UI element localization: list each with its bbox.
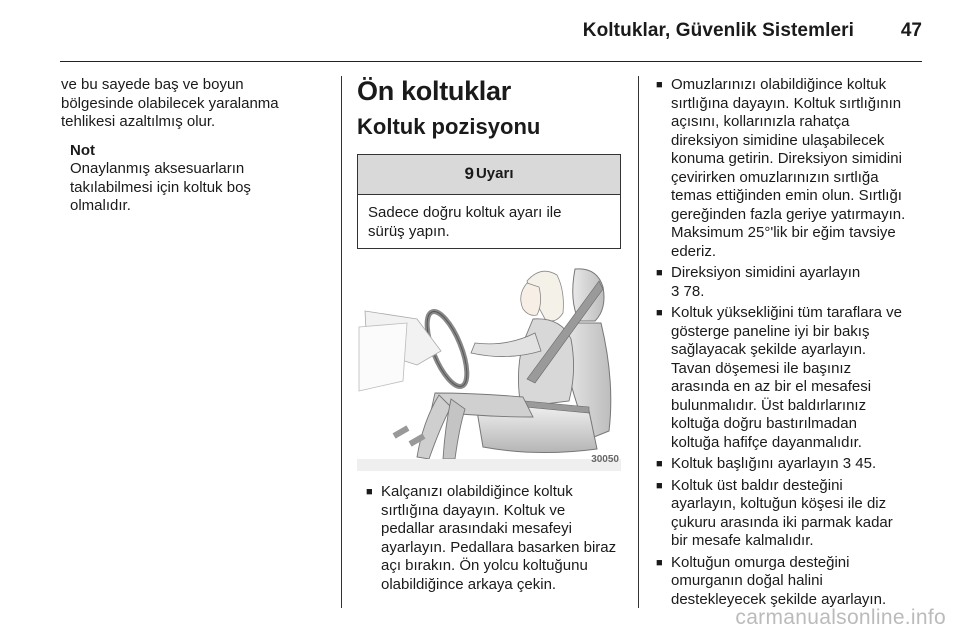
page-header [60, 0, 922, 62]
figure-number: 30050 [591, 453, 619, 465]
text-line: tehlikesi azaltılmış olur. [61, 113, 216, 130]
text-line: olabildiğince arkaya çekin. [381, 575, 557, 593]
text-line: Koltuk yüksekliğini tüm taraflara ve [671, 304, 902, 321]
bullet-icon: ■ [366, 486, 373, 498]
text-line: sırtlığına dayayın. Koltuk sırtlığının [671, 94, 902, 112]
text-line: ayarlayın. Pedallara basarken biraz [381, 538, 617, 556]
column-divider-2 [638, 76, 639, 608]
bullet-icon: ■ [656, 556, 663, 569]
column-2 [357, 76, 625, 597]
text-line: olmalıdır. [70, 197, 131, 214]
text-line: sağlayacak şekilde ayarlayın. [671, 341, 867, 358]
list-item [651, 304, 926, 452]
text-line: ve bu sayede baş ve boyun [61, 76, 244, 93]
section-heading: Ön koltuklar [357, 76, 511, 106]
list-item [651, 477, 926, 551]
warning-body [358, 195, 620, 248]
page-reference-link[interactable]: Koltuk başlığını ayarlayın 3 45. [671, 455, 877, 472]
text-line: koltuğa doğru bastırılmadan [671, 415, 857, 432]
seat-position-illustration [357, 261, 621, 471]
text-line: koltuğa hafifçe dayanmalıdır. [671, 433, 862, 451]
text-line: destekleyecek şekilde ayarlayın. [671, 590, 887, 608]
text-line: açısını, kollarınızla rahatça [671, 113, 850, 130]
text-line: Direksiyon simidini ayarlayın [671, 264, 861, 281]
bullet-list [361, 483, 625, 594]
list-item [651, 264, 926, 301]
bullet-icon: ■ [656, 79, 663, 91]
list-item [651, 76, 926, 261]
bullet-icon: ■ [656, 267, 663, 279]
text-line: bulunmalıdır. Üst baldırlarınız [671, 396, 867, 414]
text-line: temas ettiğinden emin olun. Sırtlığı [671, 187, 902, 204]
text-line: açı bırakın. Ön yolcu koltuğunu [381, 557, 588, 574]
column-divider-1 [341, 76, 342, 608]
bullet-list [651, 76, 926, 609]
driver-seat-drawing [357, 261, 621, 471]
intro-paragraph [61, 76, 323, 132]
text-line: pedallar arasındaki mesafeyi [381, 520, 572, 537]
page-title: Koltuklar, Güvenlik Sistemleri [582, 20, 854, 41]
bullet-icon: ■ [656, 479, 663, 492]
column-1 [61, 76, 323, 216]
text-line: bölgesinde olabilecek yaralanma [61, 94, 279, 112]
text-line: sırtlığına dayayın. Koltuk ve [381, 501, 566, 519]
column-3 [651, 76, 926, 612]
bullet-icon: ■ [656, 458, 663, 470]
text-line: omurganın doğal halini [671, 572, 823, 589]
text-line: sürüş yapın. [368, 222, 450, 240]
warning-box [357, 154, 621, 249]
watermark: carmanualsonline.info [735, 606, 946, 629]
bullet-icon: ■ [656, 307, 663, 319]
text-line: Koltuğun omurga desteğini [671, 553, 850, 571]
list-item [651, 554, 926, 610]
warning-header [358, 155, 620, 195]
text-line: çevirirken omuzlarınızın sırtlığa [671, 168, 879, 186]
text-line: takılabilmesi için koltuk boş [70, 178, 251, 196]
warning-icon: 9 [464, 164, 474, 184]
text-line: Tavan döşemesi ile başınız [671, 359, 852, 377]
text-line: Kalçanızı olabildiğince koltuk [381, 483, 573, 500]
note-title: Not [70, 141, 95, 159]
section-subheading: Koltuk pozisyonu [357, 114, 541, 139]
text-line: direksiyon simidine ulaşabilecek [671, 131, 885, 149]
list-item [651, 455, 926, 474]
text-line: Onaylanmış aksesuarların [70, 160, 245, 177]
text-line: Sadece doğru koltuk ayarı ile [368, 204, 562, 221]
text-line: konuma getirin. Direksiyon simidini [671, 150, 902, 167]
text-line: Omuzlarınızı olabildiğince koltuk [671, 76, 887, 93]
text-line: çukuru arasında iki parmak kadar [671, 513, 893, 531]
text-line: arasında en az bir el mesafesi [671, 378, 872, 395]
warning-title: Uyarı [475, 165, 514, 183]
list-item [361, 483, 625, 594]
page-reference-link[interactable]: 3 78. [671, 282, 705, 300]
page-number: 47 [900, 20, 922, 41]
text-line: Koltuk üst baldır desteğini [671, 476, 843, 494]
text-line: Maksimum 25°'lik bir eğim tavsiye [671, 224, 896, 241]
text-line: ederiz. [671, 242, 717, 260]
text-line: gereğinden fazla geriye yatırmayın. [671, 205, 906, 223]
text-line: gösterge paneline iyi bir bakış [671, 322, 870, 340]
text-line: ayarlayın, koltuğun köşesi ile diz [671, 495, 887, 512]
note-block [70, 142, 323, 216]
text-line: bir mesafe kalmalıdır. [671, 532, 814, 549]
